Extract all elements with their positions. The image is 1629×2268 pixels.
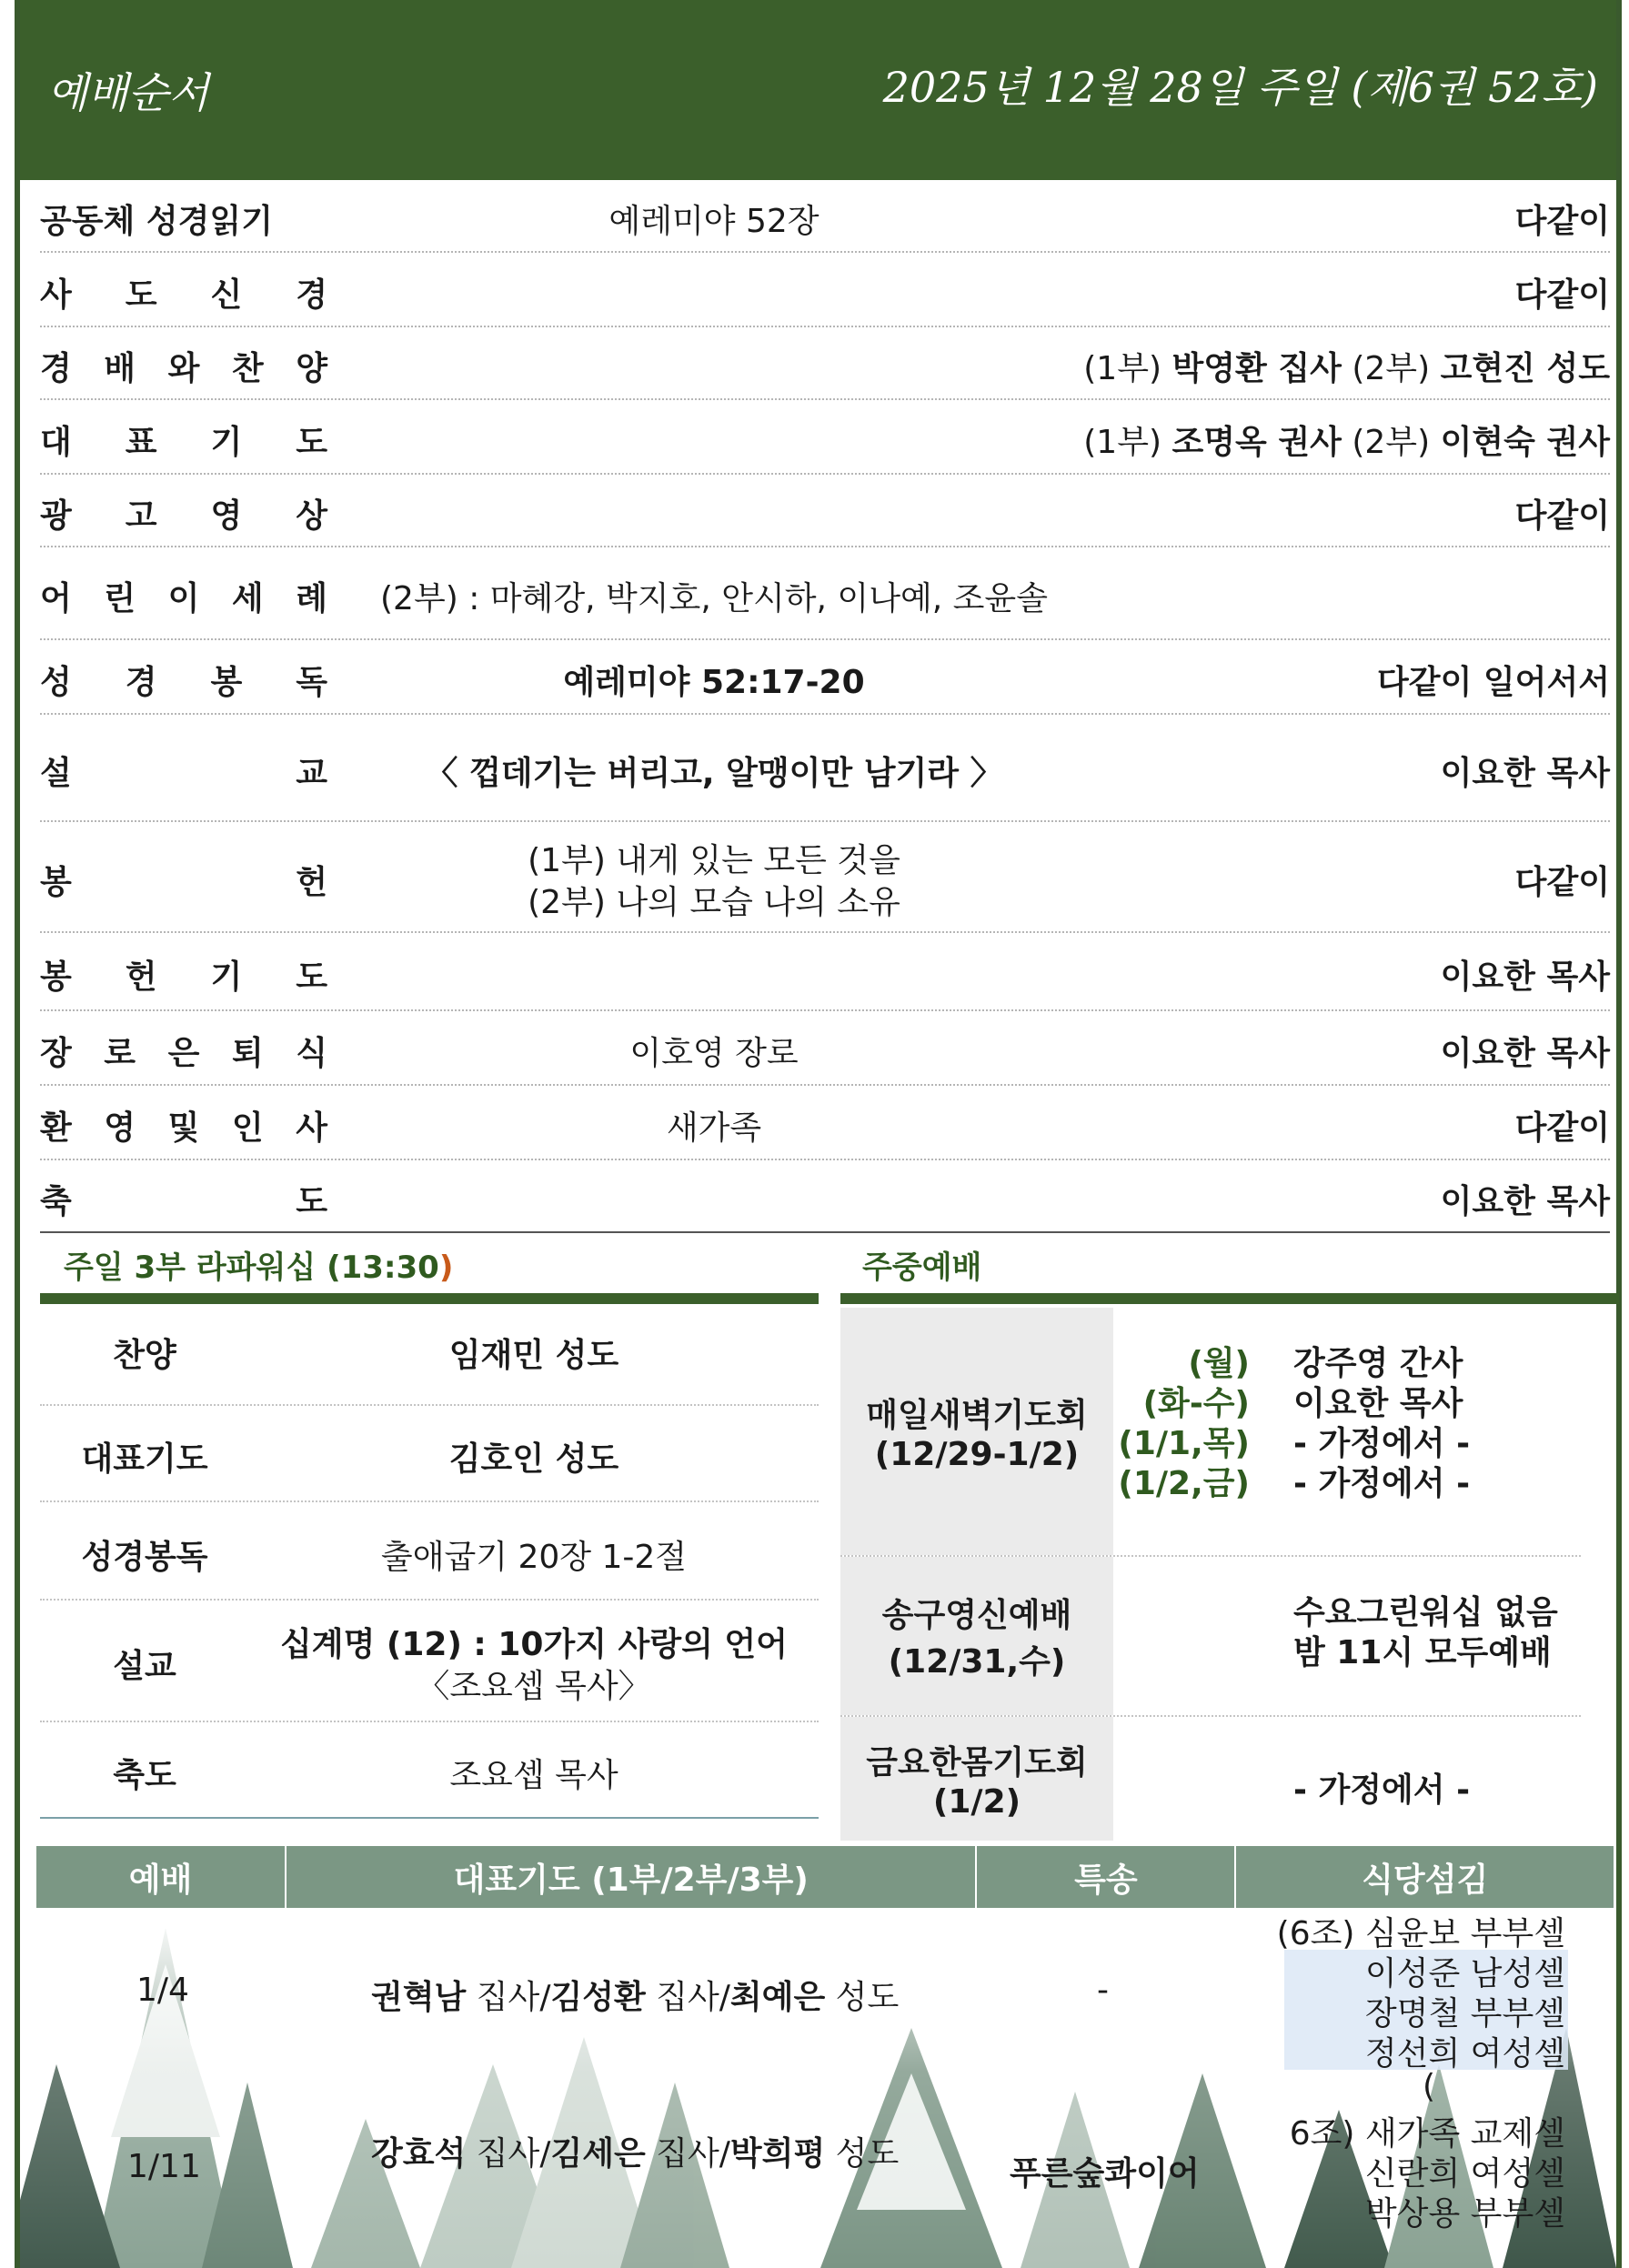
order-label-part: 표: [125, 424, 157, 461]
friday-note: - 가정에서 -: [1293, 1771, 1471, 1809]
meal-team: 박상용 부부셀: [1364, 2195, 1565, 2233]
dawn-day: (1/2,금): [1118, 1465, 1250, 1502]
order-label-part: 은: [167, 1035, 200, 1072]
order-label-part: 기: [210, 424, 243, 461]
row-value: 임재민 성도: [448, 1337, 619, 1374]
order-detail: (1부) 내게 있는 모든 것을: [528, 842, 900, 879]
order-label: [40, 657, 327, 703]
order-detail: 예레미야 52:17-20: [563, 664, 865, 701]
order-label-part: 도: [296, 1183, 327, 1220]
order-leader: 다같이: [1514, 276, 1610, 314]
order-label-part: 독: [296, 664, 327, 701]
order-row: [40, 475, 1610, 547]
newyear-service-label: [840, 1557, 1113, 1715]
rota-header-prayer: 대표기도 (1부/2부/3부): [287, 1846, 977, 1908]
order-label-part: 상: [296, 497, 327, 535]
order-row: [40, 1011, 1610, 1086]
leader-name: 이현숙 권사: [1440, 424, 1610, 461]
order-label-part: 경: [125, 664, 157, 701]
rota-header-service: 예배: [36, 1846, 287, 1908]
friday-prayer-date: (1/2): [932, 1783, 1021, 1821]
order-label-part: 장: [40, 1035, 72, 1072]
prayer-role: 집사/: [645, 2135, 730, 2173]
order-row: [40, 822, 1610, 933]
newyear-service-name: 송구영신예배: [881, 1597, 1072, 1634]
order-label-part: 양: [296, 350, 327, 387]
order-label-part: 례: [296, 580, 327, 617]
order-row: [40, 1160, 1610, 1233]
prayer-name: 김세은: [550, 2135, 646, 2173]
order-detail: (2부) 나의 모습 나의 소유: [528, 884, 900, 921]
order-label-part: 봉: [210, 664, 243, 701]
order-label-part: 도: [125, 276, 157, 314]
order-label-part: 도: [296, 424, 327, 461]
bulletin-title: 예배순서: [47, 68, 209, 117]
order-leader: 다같이: [1514, 497, 1610, 535]
dawn-leader: 강주영 간사: [1293, 1345, 1463, 1382]
friday-prayer-row: [840, 1717, 1581, 1841]
order-detail: 새가족: [666, 1109, 762, 1147]
leader-name: 고현진 성도: [1440, 350, 1610, 387]
meal-team: 6조) 새가족 교제셀: [1289, 2115, 1565, 2153]
rota-header-meal: 식당섬김: [1362, 1861, 1489, 1899]
order-label: [40, 1028, 327, 1074]
row-label: 성경봉독: [81, 1539, 208, 1576]
order-label-part: 교: [296, 755, 327, 792]
order-label: [40, 951, 327, 998]
prayer-name: 권혁남: [371, 1979, 467, 2016]
order-label-part: 식: [296, 1035, 327, 1072]
order-detail: 이호영 장로: [629, 1035, 799, 1072]
dawn-day: (1/1,목): [1118, 1425, 1250, 1462]
order-row: [40, 1086, 1610, 1160]
row-value: 김호인 성도: [448, 1440, 619, 1478]
order-label-part: 사: [40, 276, 72, 314]
leader-name: 조명옥 권사: [1171, 424, 1342, 461]
third-service-table: [40, 1308, 819, 1819]
row-value: 십계명 (12) : 10가지 사랑의 언어: [280, 1626, 788, 1663]
worship-order: [40, 180, 1610, 1233]
order-label-part: 찬: [231, 350, 264, 387]
order-label-part: 대: [40, 424, 72, 461]
order-label: [40, 1102, 327, 1149]
row-label: 대표기도: [81, 1440, 208, 1478]
order-detail: 예레미야 52장: [608, 203, 820, 240]
prayer-name: 최예은: [729, 1979, 826, 2016]
weekday-table: [840, 1308, 1581, 1841]
leader-name: 박영환 집사: [1171, 350, 1342, 387]
order-label: [40, 343, 327, 389]
order-label-part: 경: [40, 350, 72, 387]
order-label-part: 및: [167, 1109, 200, 1147]
order-leader: 이요한 목사: [1440, 1183, 1610, 1220]
meal-team: (6조) 심윤보 부부셀: [1276, 1915, 1565, 1952]
order-leader: 이요한 목사: [1440, 958, 1610, 996]
newyear-note: 밤 11시 모두예배: [1293, 1634, 1552, 1671]
service-part: (2부): [1341, 424, 1441, 461]
third-service-row: [40, 1502, 819, 1601]
order-label: [40, 1176, 327, 1222]
meal-team: 신란희 여성셀: [1364, 2155, 1565, 2193]
order-label-part: 축: [40, 1183, 72, 1220]
order-label-part: 인: [231, 1109, 264, 1147]
third-service-row: [40, 1722, 819, 1819]
order-label-part: 기: [210, 958, 243, 996]
row-label: 설교: [113, 1648, 176, 1685]
weekday-bar: [840, 1293, 1619, 1304]
order-label-part: 설: [40, 755, 72, 792]
friday-prayer-label: [840, 1717, 1113, 1841]
order-leader: 다같이 일어서서: [1377, 664, 1610, 701]
order-label-part: 영: [104, 1109, 136, 1147]
prayer-role: 성도: [825, 2135, 900, 2173]
order-label: [40, 416, 327, 463]
order-label: [40, 490, 327, 537]
row-value: 조요셉 목사: [449, 1757, 618, 1794]
order-label-part: 성: [40, 664, 72, 701]
dawn-day: (화-수): [1142, 1385, 1250, 1422]
order-label-part: 와: [167, 350, 200, 387]
prayer-name: 김성환: [550, 1979, 646, 2016]
prayer-role: 집사/: [466, 2135, 551, 2173]
third-service-row: [40, 1308, 819, 1406]
rota-date: 1/11: [127, 2148, 201, 2185]
prayer-role: 집사/: [645, 1979, 730, 2016]
order-row: [40, 253, 1610, 327]
rota-prayers: [371, 1972, 899, 2018]
dawn-prayer-dates: (12/29-1/2): [874, 1436, 1080, 1473]
rota-header-special: 특송: [977, 1846, 1236, 1908]
order-row: [40, 933, 1610, 1011]
order-label-part: 공동체 성경읽기: [40, 203, 273, 240]
bulletin-date: 2025년 12월 28일 주일 (제6권 52호): [882, 63, 1598, 112]
order-label-part: 고: [125, 497, 157, 535]
meal-team: 이성준 남성셀: [1364, 1955, 1565, 1992]
order-label-part: 봉: [40, 958, 72, 996]
dawn-prayer-name: 매일새벽기도회: [866, 1397, 1088, 1434]
order-label-part: 봉: [40, 864, 72, 901]
order-row: [40, 640, 1610, 715]
prayer-role: 집사/: [466, 1979, 551, 2016]
dawn-prayer-row: [840, 1308, 1581, 1557]
newyear-service-row: [840, 1557, 1581, 1717]
dawn-leader: - 가정에서 -: [1293, 1425, 1471, 1462]
rota-date: 1/4: [136, 1972, 189, 2009]
service-part: (1부): [1083, 350, 1172, 387]
order-row: [40, 180, 1610, 253]
order-leader: 다같이: [1514, 1109, 1610, 1147]
service-part: (2부): [1341, 350, 1441, 387]
order-row: [40, 400, 1610, 475]
prayer-name: 강효석: [371, 2135, 467, 2173]
friday-prayer-name: 금요한몸기도회: [866, 1744, 1088, 1781]
order-label: [40, 573, 327, 619]
order-label-part: 퇴: [231, 1035, 264, 1072]
order-label-part: 배: [104, 350, 136, 387]
rota-special: 푸른숲콰이어: [1010, 2155, 1200, 2193]
third-service-row: [40, 1406, 819, 1502]
order-label-part: 어: [40, 580, 72, 617]
dawn-day: (월): [1188, 1345, 1250, 1382]
order-leader: 다같이: [1514, 203, 1610, 240]
row-value-sub: 〈조요셉 목사〉: [417, 1668, 651, 1705]
order-leader: 다같이: [1514, 864, 1610, 901]
order-label: [40, 269, 327, 316]
order-label: [40, 196, 327, 242]
order-label-part: 로: [104, 1035, 136, 1072]
prayer-role: 성도: [825, 1979, 900, 2016]
third-service-title: 주일 3부 라파워십 (13:30): [64, 1249, 454, 1286]
order-leader: 이요한 목사: [1440, 1035, 1610, 1072]
header-banner: [20, 0, 1616, 180]
order-label-part: 헌: [125, 958, 157, 996]
order-label-part: 영: [210, 497, 243, 535]
rota-header: [36, 1846, 1614, 1908]
order-leader: [1083, 416, 1610, 463]
order-label-part: 이: [167, 580, 200, 617]
order-label: [40, 857, 327, 903]
order-label-part: 세: [231, 580, 264, 617]
order-detail: 〈 껍데기는 버리고, 알맹이만 남기라 〉: [425, 755, 1003, 792]
order-label-part: 신: [210, 276, 243, 314]
order-leader: 이요한 목사: [1440, 755, 1610, 792]
order-label-part: 경: [296, 276, 327, 314]
rota-special: -: [1097, 1972, 1109, 2009]
order-label-part: 환: [40, 1109, 72, 1147]
dawn-prayer-label: [840, 1308, 1113, 1555]
service-part: (1부): [1083, 424, 1172, 461]
row-label: 축도: [113, 1757, 176, 1794]
rota-prayers: [371, 2128, 899, 2174]
third-service-row: [40, 1601, 819, 1722]
order-label: [40, 748, 327, 794]
dawn-leader: - 가정에서 -: [1293, 1465, 1471, 1502]
order-detail: (2부) : 마혜강, 박지호, 안시하, 이나예, 조윤솔: [380, 580, 1048, 617]
meal-team: 정선희 여성셀: [1364, 2035, 1565, 2072]
prayer-name: 박희평: [729, 2135, 826, 2173]
meal-team: 장명철 부부셀: [1364, 1995, 1565, 2032]
weekday-title: 주중예배: [862, 1249, 982, 1286]
order-label-part: 린: [104, 580, 136, 617]
third-service-bar: [40, 1293, 819, 1304]
page-frame-right: [1616, 0, 1622, 2268]
order-row: [40, 547, 1610, 640]
row-label: 찬양: [113, 1337, 176, 1374]
order-leader: [1083, 343, 1610, 389]
order-row: [40, 715, 1610, 822]
order-label-part: 사: [296, 1109, 327, 1147]
meal-prefix: (: [1423, 2068, 1436, 2105]
order-label-part: 도: [296, 958, 327, 996]
dawn-leader: 이요한 목사: [1293, 1385, 1463, 1422]
order-label-part: 광: [40, 497, 72, 535]
newyear-service-date: (12/31,수): [888, 1643, 1066, 1681]
row-value: 출애굽기 20장 1-2절: [380, 1539, 688, 1576]
newyear-note: 수요그린워십 없음: [1293, 1594, 1558, 1631]
order-row: [40, 327, 1610, 400]
order-label-part: 헌: [296, 864, 327, 901]
